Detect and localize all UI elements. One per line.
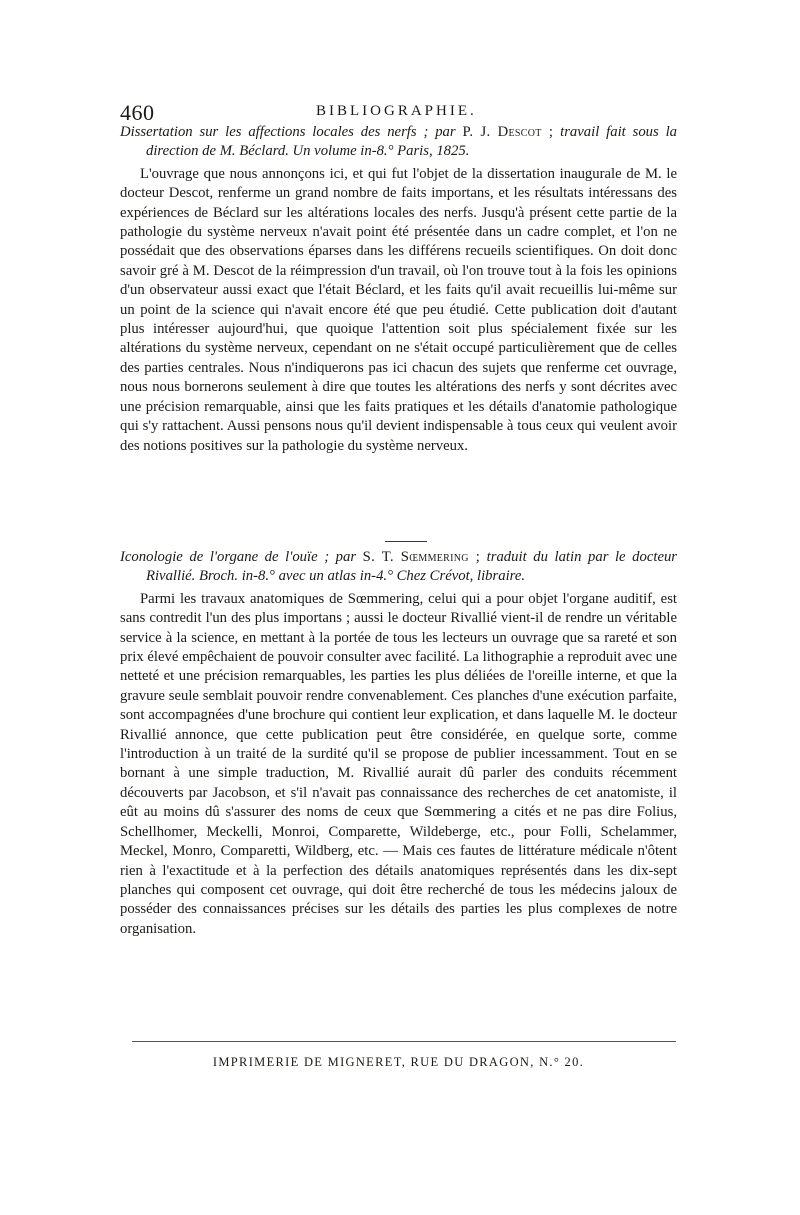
section-divider — [385, 541, 427, 542]
printer-imprint: IMPRIMERIE DE MIGNERET, RUE DU DRAGON, N.° 20. — [212, 1055, 585, 1069]
entry-author: S. T. Sœmmering ; — [362, 549, 481, 565]
entry-body: L'ouvrage que nous annonçons ici, et qui fut l'objet de la dissertation inaugurale de M. le docteur Descot, renferme un grand nombre de faits importans, et les résultats intéressans des expériences de Béclard sur les altérations locales des nerfs. Jusqu'à présent cette partie de la pathologie du système nerveux n'avait point été présentée dans un cadre complet, et l'on ne possédait que des observations éparses dans les différens recueils scientifiques. On doit donc savoir gré à M. Descot de la réimpression d'un travail, où l'on trouve tout à la fois les opinions d'un observateur aussi exact que l'était Béclard, et les faits qu'il avait recueillis lui-même sur un point de la science qui n'avait encore été que peu étudié. Cette publication doit d'autant plus intéresser aujourd'hui, que quoique l'attention soit plus spécialement fixée sur les altérations du système nerveux, cependant on ne s'était occupé particulièrement que de celles des parties centrales. Nous n'indiquerons pas ici chacun des sujets que renferme cet ouvrage, nous nous bornerons seulement à dire que toutes les altérations des nerfs y sont décrites avec une précision remarquable, ainsi que les faits pratiques et les détails d'anatomie pathologique qui s'y rattachent. Aussi pensons nous qu'il devient indispensable à tous ceux qui veulent avoir des notions positives sur la pathologie du système nerveux. — [120, 165, 677, 454]
bibliography-entry — [120, 123, 677, 456]
entry-details: traduit du latin par le docteur Rivallié. Broch. in-8.° avec un atlas in-4.° Chez Crévot, libraire. — [146, 549, 678, 585]
running-head: BIBLIOGRAPHIE. — [316, 103, 477, 119]
page-number: 460 — [120, 100, 155, 125]
entry-citation — [120, 123, 677, 162]
entry-citation — [120, 548, 677, 587]
entry-title: Iconologie de l'organe de l'ouïe ; par — [120, 549, 357, 565]
entry-details: travail fait sous la direction de M. Béclard. Un volume in-8.° Paris, 1825. — [146, 124, 678, 160]
bibliography-entry — [120, 548, 677, 939]
page-header — [120, 100, 680, 124]
entry-body: Parmi les travaux anatomiques de Sœmmering, celui qui a pour objet l'organe auditif, est sans contredit l'un des plus importans ; aussi le docteur Rivallié vient-il de rendre un véritable service à la science, en mettant à la portée de tous les lecteurs un ouvrage que sa rareté et son prix élevé empêchaient de pouvoir consulter avec facilité. La lithographie a reproduit avec une netteté et une précision remarquables, les parties les plus déliées de l'oreille interne, et que la gravure seule semblait pouvoir rendre convenablement. Ces planches d'une exécution parfaite, sont accompagnées d'une brochure qui contient leur explication, et dans laquelle M. le docteur Rivallié annonce, que cette publication peut être considérée, en quelque sorte, comme l'introduction à un traité de la surdité qu'il se propose de publier incessamment. Tout en se bornant à une simple traduction, M. Rivallié aurait dû parler des conduits récemment découverts par Jacobson, et s'il n'avait pas connaissance des recherches de cet anatomiste, il eût au moins dû s'assurer des noms de ceux que Sœmmering a cités et ne pas dire Folius, Schellhomer, Meckelli, Monroi, Comparette, Wildeberge, etc., pour Folli, Schelammer, Meckel, Monro, Comparetti, Wildberg, etc. — Mais ces fautes de littérature médicale n'ôtent rien à l'exactitude et à la perfection des détails anatomiques représentés dans les dix-sept planches qui composent cet ouvrage, qui doit être recherché de tous les médecins jaloux de posséder des connaissances précises sur les détails des parties les plus complexes de notre organisation. — [120, 590, 677, 937]
imprint-divider — [132, 1041, 676, 1042]
entry-title: Dissertation sur les affections locales des nerfs ; par — [120, 124, 456, 140]
entry-author: P. J. Descot ; — [462, 124, 554, 140]
